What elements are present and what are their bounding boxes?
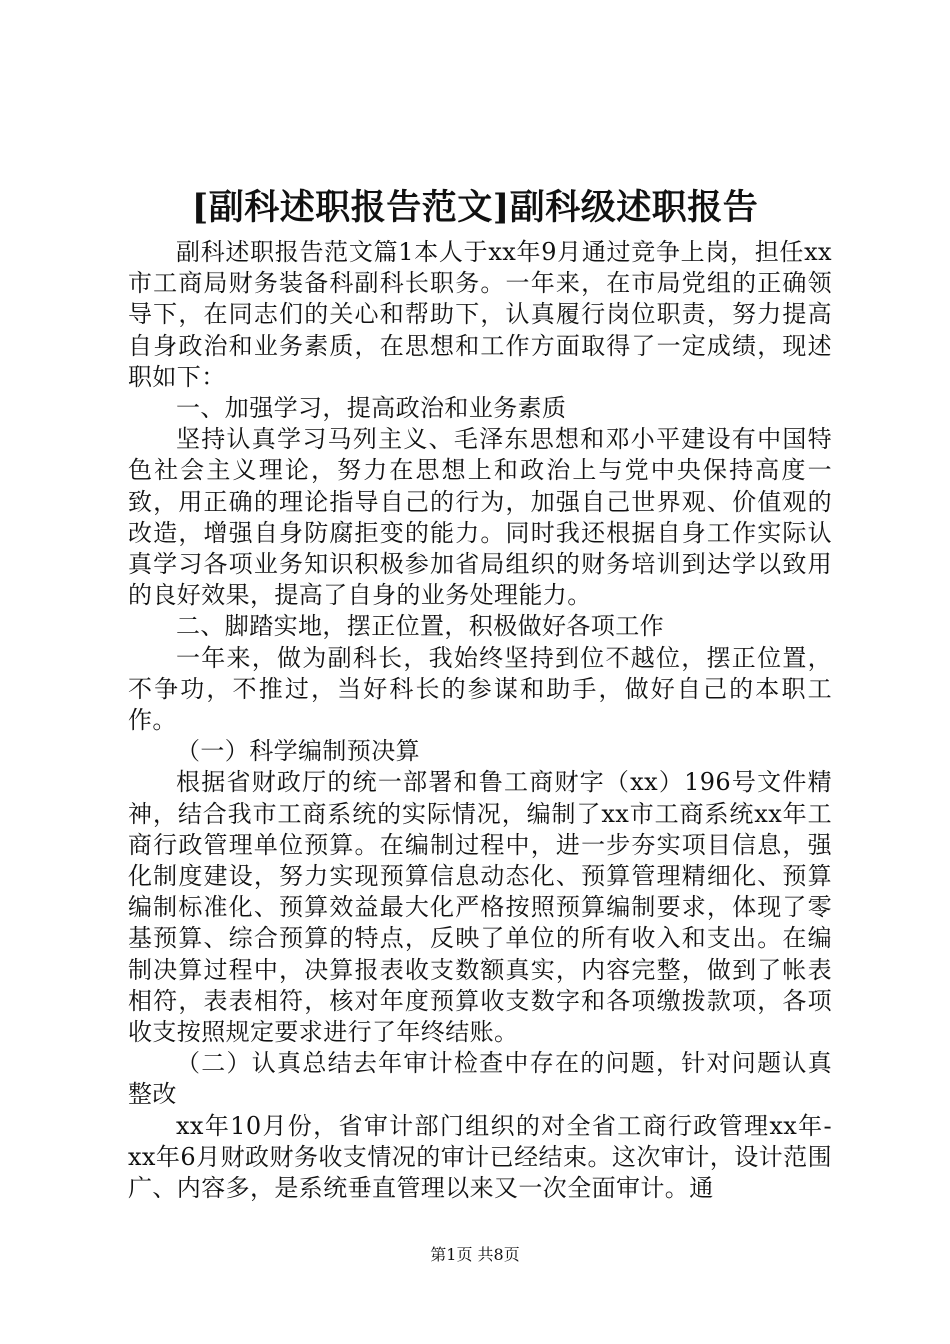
section-heading-2: 二、脚踏实地，摆正位置，积极做好各项工作 — [176, 612, 664, 641]
paragraph-intro: 副科述职报告范文篇1本人于xx年9月通过竞争上岗，担任xx市工商局财务装备科副科长职务。一年来，在市局党组的正确领导下，在同志们的关心和帮助下，认真履行岗位职责，努力提高自身政治和业务素质，在思想和工作方面取得了一定成绩，现述职如下： — [128, 238, 832, 391]
subsection-heading-1: （一）科学编制预决算 — [176, 737, 420, 766]
subsection-heading-2: （二）认真总结去年审计检查中存在的问题，针对问题认真整改 — [128, 1049, 832, 1109]
paragraph-role: 一年来，做为副科长，我始终坚持到位不越位，摆正位置，不争功，不推过，当好科长的参谋和助手，做好自己的本职工作。 — [128, 643, 832, 735]
document-title: [副科述职报告范文]副科级述职报告 — [191, 187, 759, 228]
paragraph-study: 坚持认真学习马列主义、毛泽东思想和邓小平建设有中国特色社会主义理论，努力在思想上和政治上与党中央保持高度一致，用正确的理论指导自己的行为，加强自己世界观、价值观的改造，增强自身防腐拒变的能力。同时我还根据自身工作实际认真学习各项业务知识积极参加省局组织的财务培训到达学以致用的良好效果，提高了自身的业务处理能力。 — [128, 425, 832, 610]
section-heading-1: 一、加强学习，提高政治和业务素质 — [176, 394, 567, 423]
paragraph-budget: 根据省财政厅的统一部署和鲁工商财字（xx）196号文件精神，结合我市工商系统的实际情况，编制了xx市工商系统xx年工商行政管理单位预算。在编制过程中，进一步夯实项目信息，强化制度建设，努力实现预算信息动态化、预算管理精细化、预算编制标准化、预算效益最大化严格按照预算编制要求，体现了零基预算、综合预算的特点，反映了单位的所有收入和支出。在编制决算过程中，决算报表收支数额真实，内容完整，做到了帐表相符，表表相符，核对年度预算收支数字和各项缴拨款项，各项收支按照规定要求进行了年终结账。 — [128, 768, 832, 1047]
document-body — [128, 237, 832, 1204]
paragraph-audit: xx年10月份，省审计部门组织的对全省工商行政管理xx年-xx年6月财政财务收支情况的审计已经结束。这次审计，设计范围广、内容多，是系统垂直管理以来又一次全面审计。通 — [128, 1111, 832, 1203]
page-number: 第1页 共8页 — [430, 1245, 520, 1264]
